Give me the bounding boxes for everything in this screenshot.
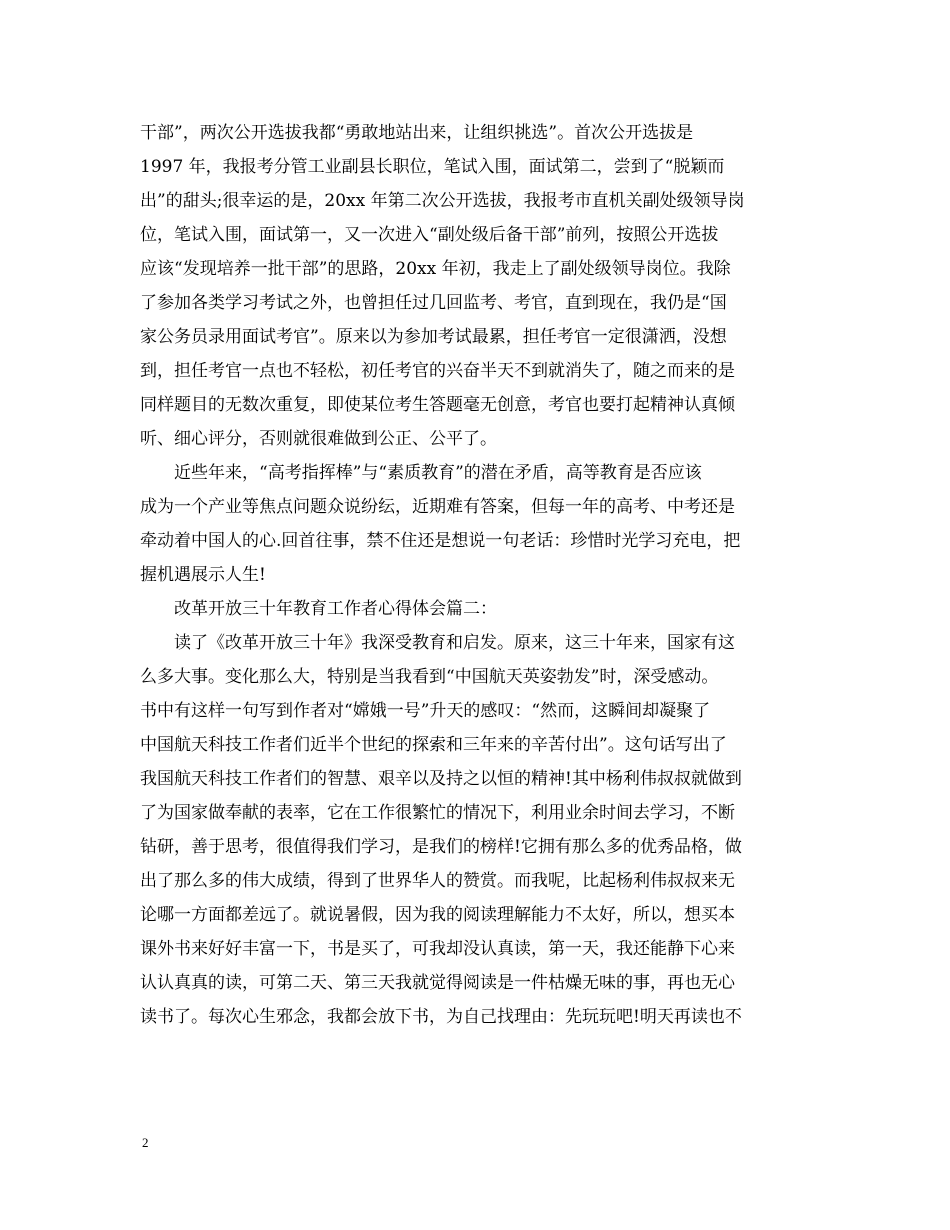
text-line: 到，担任考官一点也不轻松，初任考官的兴奋半天不到就消失了，随之而来的是 bbox=[140, 361, 735, 381]
text-line: 出了那么多的伟大成绩，得到了世界华人的赞赏。而我呢，比起杨利伟叔叔来无 bbox=[140, 871, 735, 891]
text-line: 1997 年，我报考分管工业副县长职位，笔试入围，面试第二，尝到了“脱颖而 bbox=[140, 157, 725, 177]
text-line: 读书了。每次心生邪念，我都会放下书，为自己找理由：先玩玩吧!明天再读也不 bbox=[140, 1007, 742, 1027]
text-line: 听、细心评分，否则就很难做到公正、公平了。 bbox=[140, 429, 497, 449]
section-heading: 改革开放三十年教育工作者心得体会篇二： bbox=[140, 599, 497, 619]
page-number: 2 bbox=[142, 1135, 149, 1150]
text-line: 课外书来好好丰富一下，书是买了，可我却没认真读，第一天，我还能静下心来 bbox=[140, 939, 735, 959]
text-line: 我国航天科技工作者们的智慧、艰辛以及持之以恒的精神!其中杨利伟叔叔就做到 bbox=[140, 769, 742, 789]
text-line: 同样题目的无数次重复，即使某位考生答题毫无创意，考官也要打起精神认真倾 bbox=[140, 395, 735, 415]
text-line: 成为一个产业等焦点问题众说纷纭，近期难有答案，但每一年的高考、中考还是 bbox=[140, 497, 735, 517]
text-line: 了参加各类学习考试之外，也曾担任过几回监考、考官，直到现在，我仍是“国 bbox=[140, 293, 727, 313]
text-line: 干部”，两次公开选拔我都“勇敢地站出来，让组织挑选”。首次公开选拔是 bbox=[140, 123, 694, 143]
text-line: 应该“发现培养一批干部”的思路，20xx 年初，我走上了副处级领导岗位。我除 bbox=[140, 259, 731, 279]
body-text bbox=[140, 116, 812, 1034]
text-line: 出”的甜头;很幸运的是，20xx 年第二次公开选拔，我报考市直机关副处级领导岗 bbox=[140, 191, 745, 211]
text-line: 位，笔试入围，面试第一，又一次进入“副处级后备干部”前列，按照公开选拔 bbox=[140, 225, 719, 245]
text-line: 读了《改革开放三十年》我深受教育和启发。原来，这三十年来，国家有这 bbox=[140, 633, 735, 653]
text-line: 论哪一方面都差远了。就说暑假，因为我的阅读理解能力不太好，所以，想买本 bbox=[140, 905, 735, 925]
text-line: 书中有这样一句写到作者对“嫦娥一号”升天的感叹：“然而，这瞬间却凝聚了 bbox=[140, 701, 711, 721]
text-line: 么多大事。变化那么大，特别是当我看到“中国航天英姿勃发”时，深受感动。 bbox=[140, 667, 719, 687]
text-line: 近些年来，“高考指挥棒”与“素质教育”的潜在矛盾，高等教育是否应该 bbox=[140, 463, 702, 483]
text-line: 牵动着中国人的心.回首往事，禁不住还是想说一句老话：珍惜时光学习充电，把 bbox=[140, 531, 741, 551]
text-line: 中国航天科技工作者们近半个世纪的探索和三年来的辛苦付出”。这句话写出了 bbox=[140, 735, 727, 755]
text-line: 钻研，善于思考，很值得我们学习，是我们的榜样!它拥有那么多的优秀品格，做 bbox=[140, 837, 742, 857]
text-line: 握机遇展示人生! bbox=[140, 565, 266, 585]
text-line: 家公务员录用面试考官”。原来以为参加考试最累，担任考官一定很潇洒，没想 bbox=[140, 327, 727, 347]
text-line: 了为国家做奉献的表率，它在工作很繁忙的情况下，利用业余时间去学习，不断 bbox=[140, 803, 735, 823]
text-line: 认认真真的读，可第二天、第三天我就觉得阅读是一件枯燥无味的事，再也无心 bbox=[140, 973, 735, 993]
